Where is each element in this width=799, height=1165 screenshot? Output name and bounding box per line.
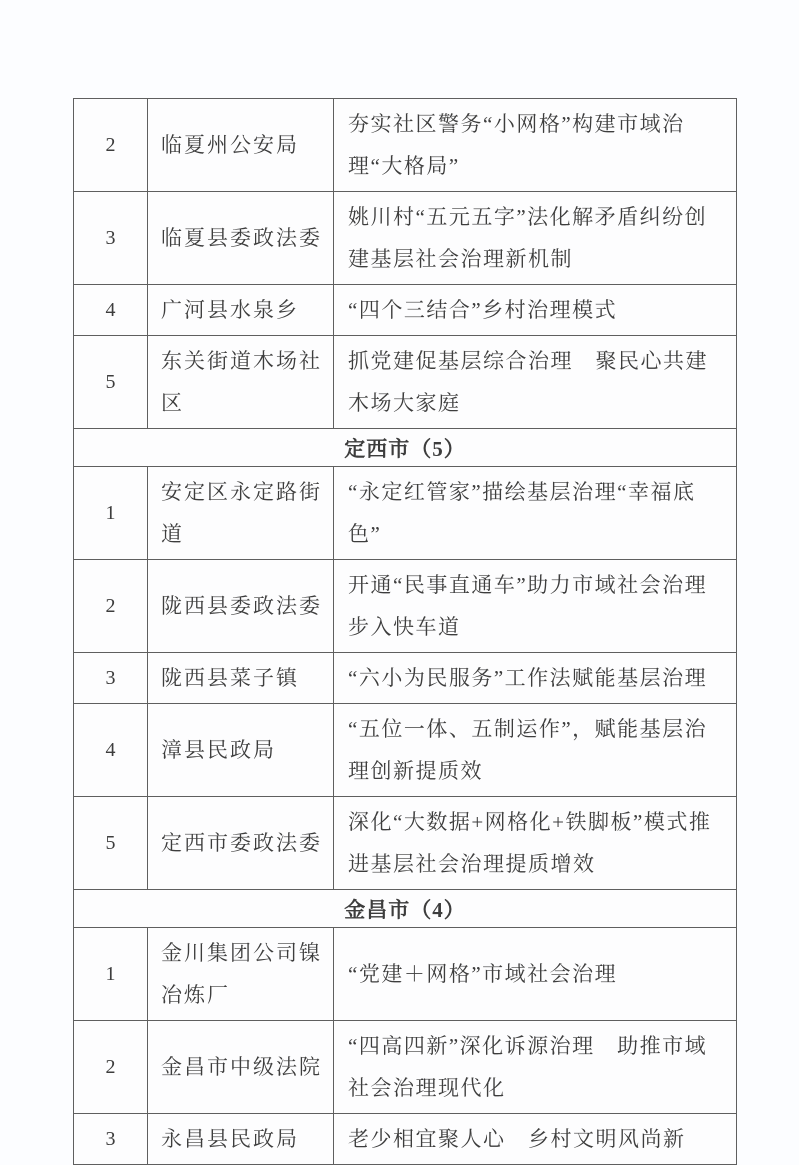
- desc-cell: “四高四新”深化诉源治理 助推市域社会治理现代化: [348, 1034, 708, 1100]
- row-number-cell: 4: [74, 285, 148, 335]
- section-header-dingxi: 定西市（5）: [74, 429, 736, 467]
- desc-cell: 姚川村“五元五字”法化解矛盾纠纷创建基层社会治理新机制: [348, 205, 708, 271]
- org-cell: 临夏州公安局: [148, 99, 334, 191]
- table-row: [74, 704, 736, 797]
- desc-cell: “四个三结合”乡村治理模式: [348, 298, 618, 322]
- org-cell: 临夏县委政法委: [148, 192, 334, 284]
- org-cell: 陇西县菜子镇: [148, 653, 334, 703]
- org-cell: 陇西县委政法委: [148, 560, 334, 652]
- row-number-cell: 1: [74, 467, 148, 559]
- table-row: [74, 560, 736, 653]
- row-number-cell: 3: [74, 653, 148, 703]
- org-cell: 安定区永定路街道: [148, 467, 334, 559]
- org-cell: 金川集团公司镍冶炼厂: [148, 928, 334, 1020]
- table-row: [74, 797, 736, 890]
- table-row: [74, 192, 736, 285]
- table-row: [74, 336, 736, 429]
- section-header-jinchang: 金昌市（4）: [74, 890, 736, 928]
- desc-cell: “党建＋网格”市域社会治理: [348, 962, 618, 986]
- row-number-cell: 1: [74, 928, 148, 1020]
- table-row: [74, 1114, 736, 1164]
- row-number-cell: 4: [74, 704, 148, 796]
- table-row: [74, 467, 736, 560]
- org-cell: 定西市委政法委: [148, 797, 334, 889]
- row-number-cell: 3: [74, 1114, 148, 1164]
- row-number-cell: 2: [74, 99, 148, 191]
- row-number-cell: 3: [74, 192, 148, 284]
- governance-projects-table: [73, 98, 737, 1165]
- table-row: [74, 285, 736, 336]
- desc-cell: 老少相宜聚人心 乡村文明风尚新: [348, 1127, 686, 1151]
- row-number-cell: 2: [74, 1021, 148, 1113]
- table-row: [74, 99, 736, 192]
- desc-cell: “五位一体、五制运作”，赋能基层治理创新提质效: [348, 717, 708, 783]
- table-row: [74, 653, 736, 704]
- row-number-cell: 2: [74, 560, 148, 652]
- org-cell: 漳县民政局: [148, 704, 334, 796]
- table-row: [74, 1021, 736, 1114]
- table-row: [74, 928, 736, 1021]
- desc-cell: “永定红管家”描绘基层治理“幸福底色”: [348, 480, 696, 546]
- desc-cell: 夯实社区警务“小网格”构建市域治理“大格局”: [348, 112, 685, 178]
- org-cell: 广河县水泉乡: [148, 285, 334, 335]
- org-cell: 永昌县民政局: [148, 1114, 334, 1164]
- row-number-cell: 5: [74, 797, 148, 889]
- desc-cell: 抓党建促基层综合治理 聚民心共建木场大家庭: [348, 349, 708, 415]
- org-cell: 东关街道木场社区: [148, 336, 334, 428]
- desc-cell: “六小为民服务”工作法赋能基层治理: [348, 666, 708, 690]
- org-cell: 金昌市中级法院: [148, 1021, 334, 1113]
- desc-cell: 开通“民事直通车”助力市域社会治理步入快车道: [348, 573, 708, 639]
- desc-cell: 深化“大数据+网格化+铁脚板”模式推进基层社会治理提质增效: [348, 810, 712, 876]
- row-number-cell: 5: [74, 336, 148, 428]
